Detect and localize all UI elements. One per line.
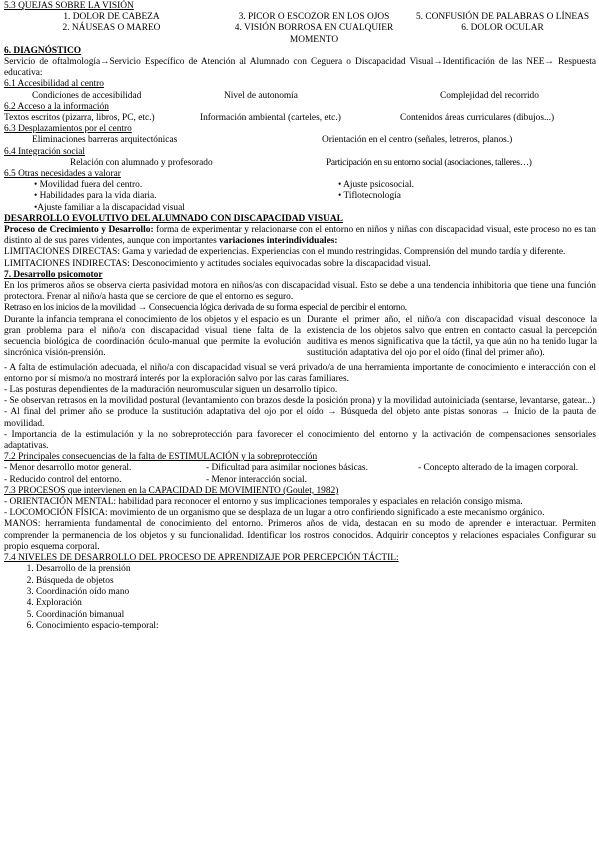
s63-col: Eliminaciones barreras arquitectónicas (32, 135, 178, 146)
section-heading-psicomotor: 7. Desarrollo psicomotor (4, 269, 103, 280)
proceso-paragraph (4, 225, 596, 247)
subsection-heading: 7.4 NIVELES DE DESARROLLO DEL PROCESO DE APRENDIZAJE POR PERCEPCIÓN TÁCTIL: (4, 552, 399, 563)
s61-row (4, 91, 596, 102)
list-item: 4. Exploración (36, 598, 596, 609)
s61-col: Condiciones de accesibilidad (32, 90, 142, 101)
list-item: 2. Búsqueda de objetos (36, 576, 596, 587)
s64-row (4, 158, 596, 169)
subsection-heading: 6.4 Integración social (4, 146, 85, 157)
quejas-grid (4, 12, 596, 46)
s65-right (338, 180, 596, 214)
section-heading-diagnostico: 6. DIAGNÓSTICO (4, 45, 82, 56)
section-heading-desarrollo: DESARROLLO EVOLUTIVO DEL ALUMNADO CON DISCAPACIDAD VISUAL (4, 213, 343, 224)
s63-row (4, 135, 596, 146)
psicomotor-p1: En los primeros años se observa cierta pasividad motora en niños/as con discapacidad visual. Esto se debe a una tendencia inhibitoria que tiene una función protectora. Frenar al niño/a hasta que se cerciore de que el entorno es seguro. (4, 281, 596, 303)
psicomotor-columns (4, 315, 596, 360)
psicomotor-bullet: - A falta de estimulación adecuada, el niño/a con discapacidad visual se verá privado/a de una herramienta importante de conocimiento e interacción con el entorno por sí mismo/a no mostrará interés por la exploración salvo por las caras familiares. (4, 362, 596, 384)
subsection-heading: 7.3 PROCESOS que intervienen en la CAPACIDAD DE MOVIMIENTO (Goulet, 1982) (4, 485, 339, 496)
subsection-heading: 6.5 Otras necesidades a valorar (4, 169, 121, 180)
psicomotor-col-right: Durante el primer año, el niño/a con discapacidad visual desconoce la existencia de los objetos salvo que entren en contacto casual la percepción auditiva es menos significativa que la táctil, ya que aún no ha tenido lugar la sustitución adaptativa del ojo por el oído (final del primer año). (307, 314, 597, 359)
psicomotor-bullet: - Al final del primer año se produce la sustitución adaptativa del ojo por el oído → Búsqueda del objeto ante pistas sonoras → Inicio de la pauta de movilidad. (4, 407, 596, 429)
s65-left (4, 180, 338, 214)
s61-col: Nivel de autonomía (224, 90, 298, 101)
s73-item: - LOCOMOCIÓN FÍSICA: movimiento de un organismo que se desplaza de un lugar a otro confiriendo significado a este mecanismo orgánico. (4, 508, 545, 519)
subsection-heading: 6.2 Acceso a la información (4, 101, 109, 112)
s62-row (4, 113, 596, 124)
queja-item: 4. VISIÓN BORROSA EN CUALQUIER MOMENTO (234, 23, 394, 45)
s65-grid (4, 180, 596, 214)
proceso-text: forma de experimentar y relacionarse con el entorno en niños y niñas con discapacidad visual, este proceso no es tan distinto al de sus pares videntes, aunque con importantes (4, 225, 596, 247)
s64-col: Relación con alumnado y profesorado (70, 157, 213, 168)
psicomotor-bullet: - Las posturas dependientes de la maduración neuromuscular siguen un desarrollo típico. (4, 384, 338, 395)
limitaciones-indirectas: LIMITACIONES INDIRECTAS: Desconocimiento y actitudes sociales equivocadas sobre la discapacidad visual. (4, 258, 431, 269)
s72-item: - Reducido control del entorno. (4, 474, 122, 485)
subsection-heading: 6.1 Accesibilidad al centro (4, 79, 104, 90)
list-item: 5. Coordinación bimanual (36, 610, 596, 621)
s62-col: Información ambiental (carteles, etc.) (200, 113, 341, 124)
s65-bullet: • Habilidades para la vida diaria. (34, 191, 157, 202)
subsection-heading: 7.2 Principales consecuencias de la falta de ESTIMULACIÓN y la sobreprotección (4, 452, 318, 463)
s62-col: Textos escritos (pizarra, libros, PC, etc.) (4, 113, 155, 124)
s74-list (4, 564, 596, 632)
s65-bullet: •Ajuste familiar a la discapacidad visual (34, 202, 185, 213)
s64-col: Participación en su entorno social (asociaciones, talleres…) (326, 157, 532, 168)
queja-item: 3. PICOR O ESCOZOR EN LOS OJOS (238, 12, 390, 23)
s72-item: - Menor desarrollo motor general. (4, 463, 132, 474)
limitaciones-directas: LIMITACIONES DIRECTAS: Gama y variedad de experiencias. Experiencias con el mundo restringidas. Comprensión del mundo tardía y diferente. (4, 247, 566, 258)
s65-bullet: • Tiflotecnología (338, 191, 401, 202)
list-item: 1. Desarrollo de la prensión (36, 564, 596, 575)
queja-item: 5. CONFUSIÓN DE PALABRAS O LÍNEAS (415, 12, 590, 23)
s65-bullet: • Ajuste psicosocial. (338, 180, 414, 191)
subsection-heading: 6.3 Desplazamientos por el centro (4, 124, 132, 135)
s72-item: - Concepto alterado de la imagen corporal. (418, 463, 579, 474)
s72-item: - Dificultad para asimilar nociones básicas. (206, 463, 368, 474)
psicomotor-p2: Retraso en los inicios de la movilidad → Consecuencia lógica derivada de su forma especial de percibir el entorno. (4, 303, 407, 314)
diagnostico-text: Servicio de oftalmología→Servicio Específico de Atención al Alumnado con Ceguera o Discapacidad Visual→Identificación de las NEE→ Respuesta educativa: (4, 57, 596, 79)
proceso-bold: Proceso de Crecimiento y Desarrollo: (4, 225, 154, 236)
psicomotor-bullet: - Importancia de la estimulación y la no sobreprotección para favorecer el conocimiento del entorno y la activación de compensaciones sensoriales adaptativas. (4, 429, 596, 451)
section-heading-quejas: 5.3 QUEJAS SOBRE LA VISIÓN (4, 1, 134, 11)
list-item: 3. Coordinación oído mano (36, 587, 596, 598)
queja-item: 6. DOLOR OCULAR (461, 23, 544, 34)
queja-item: 1. DOLOR DE CABEZA (63, 12, 160, 23)
list-item: 6. Conocimiento espacio-temporal: (36, 621, 596, 632)
document-page (4, 1, 596, 633)
s63-col: Orientación en el centro (señales, letreros, planos.) (322, 135, 513, 146)
s73-item: MANOS: herramienta fundamental de conocimiento del entorno. Primeros años de vida, destacan en su modo de aprender e interactuar. Permiten comprender la permanencia de los objetos y su funcionalidad. Identificar los rostros conocidos. Adquirir conceptos y relaciones espaciales Configurar su propio esquema corporal. (4, 519, 596, 552)
s61-col: Complejidad del recorrido (440, 90, 539, 101)
psicomotor-bullet: - Se observan retrasos en la movilidad postural (levantamiento con brazos desde la posición prona) y la movilidad autoiniciada (sentarse, levantarse, gatear...) (4, 396, 595, 407)
s65-bullet: • Movilidad fuera del centro. (34, 180, 143, 191)
s62-col: Contenidos áreas curriculares (dibujos...) (400, 113, 555, 124)
queja-item: 2. NÁUSEAS O MAREO (62, 23, 161, 34)
s72-grid (4, 463, 596, 485)
psicomotor-col-left: Durante la infancia temprana el conocimiento de los objetos y el espacio es un gran problema para el niño/a con discapacidad visual tiene falta de la secuencia biológica de coordinación óculo-manual que permite la evolución sincrónica visión-prensión. (4, 314, 301, 359)
s73-item: - ORIENTACIÓN MENTAL: habilidad para reconocer el entorno y sus implicaciones temporales y espaciales en relación consigo misma. (4, 496, 523, 507)
s72-item: - Menor interacción social. (206, 474, 308, 485)
proceso-bold-2: variaciones interindividuales: (219, 236, 338, 247)
